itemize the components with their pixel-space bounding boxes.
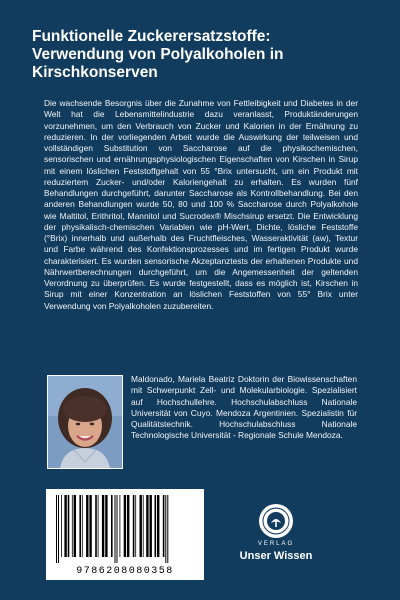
barcode-bar — [165, 495, 166, 563]
barcode-bar — [74, 495, 76, 557]
barcode-bar — [98, 495, 99, 557]
barcode-bar — [140, 495, 142, 557]
isbn-barcode — [46, 489, 204, 580]
barcode-bar — [127, 495, 129, 557]
barcode-bar — [120, 495, 121, 557]
unser-wissen-emblem-icon — [258, 503, 294, 539]
barcode-bar — [105, 495, 107, 557]
barcode-bar — [56, 495, 57, 563]
title-line: Funktionelle Zuckerersatzstoffe: — [32, 28, 271, 45]
barcode-bar — [115, 495, 116, 563]
barcode-bar — [68, 495, 70, 557]
barcode-bar — [102, 495, 104, 557]
barcode-bar — [117, 495, 118, 563]
barcode-bar — [124, 495, 126, 557]
barcode-bar — [72, 495, 73, 557]
barcode-bar — [146, 495, 148, 557]
barcode-bar — [167, 495, 168, 563]
barcode-bar — [89, 495, 91, 557]
barcode-bars — [54, 495, 196, 563]
barcode-bar — [86, 495, 88, 557]
barcode-bar — [82, 495, 83, 557]
barcode-bar — [111, 495, 113, 557]
barcode-bar — [143, 495, 144, 557]
author-photo — [47, 375, 123, 469]
barcode-bar — [157, 495, 159, 557]
title-line: Verwendung von Polyalkoholen in — [32, 46, 284, 63]
publisher-verlag-label: VERLAG — [257, 541, 295, 547]
barcode-bar — [79, 495, 81, 557]
barcode-bar — [61, 495, 62, 557]
barcode-bar — [95, 495, 97, 557]
barcode-bar — [155, 495, 157, 557]
barcode-bar — [135, 495, 136, 557]
barcode-bar — [150, 495, 152, 557]
barcode-bar — [163, 495, 165, 557]
barcode-bar — [64, 495, 66, 557]
isbn-number: 9786208080358 — [76, 566, 174, 577]
author-bio: Maldonado, Mariela Beatriz Doktorin der Biowissenschaften mit Schwerpunkt Zell- und Molekularbiologie. Spezialisiert auf Hochschullehre. Hochschulabschluss Nationale Universität von Cuyo. Mendoza Argentinien. Spezialistin für Qualitätstechnik. Hochschulabschluss Nationale Technologische Universität - Regionale Schule Mendoza. — [131, 374, 357, 441]
book-title — [32, 28, 382, 82]
title-line: Kirschkonserven — [32, 64, 158, 81]
barcode-bar — [133, 495, 135, 557]
publisher-name: Unser Wissen — [239, 550, 313, 562]
book-abstract: Die wachsende Besorgnis über die Zunahme von Fettleibigkeit und Diabetes in der Welt hat die Lebensmittelindustrie dazu veranlasst, Produktänderungen vorzunehmen, um den Verbrauch von Zucker und Kalorien in der Ernährung zu reduzieren. In der vorliegenden Arbeit wurde die Auswirkung der teilweisen und vollständigen Substitution von Saccharose auf die physikochemischen, sensorischen und ernährungsphysiologischen Eigenschaften von Kirschen in Sirup mit einem löslichen Feststoffgehalt von 55 °Brix untersucht, um ein Produkt mit reduziertem Zucker- und/oder Kaloriengehalt zu erhalten. Es wurden fünf Behandlungen durchgeführt, darunter Saccharose als Kontrollbehandlung. Bei den anderen Behandlungen wurde 50, 80 und 100 % Saccharose durch Polyalkohole wie Maltitol, Erithritol, Mannitol und Sucrodex® Mischsirup ersetzt. Die Entwicklung der physikalisch-chemischen Variablen wie pH-Wert, Dichte, lösliche Feststoffe (°Brix) innerhalb und außerhalb des Fruchtfleisches, Wasseraktivität (aw), Textur und Farbe während des Konfektionsprozesses und im fertigen Produkt wurde charakterisiert. Es wurden sensorische Akzeptanztests der erhaltenen Produkte und Nährwertberechnungen durchgeführt, um die Angemessenheit der geltenden Verordnung zu überprüfen. Es wurde festgestellt, dass es möglich ist, Kirschen in Sirup mit einer Konzentration an löslichen Feststoffen von 55° Brix unter Verwendung von Polyalkoholen zuzubereiten. — [44, 98, 358, 311]
barcode-bar — [58, 495, 59, 563]
